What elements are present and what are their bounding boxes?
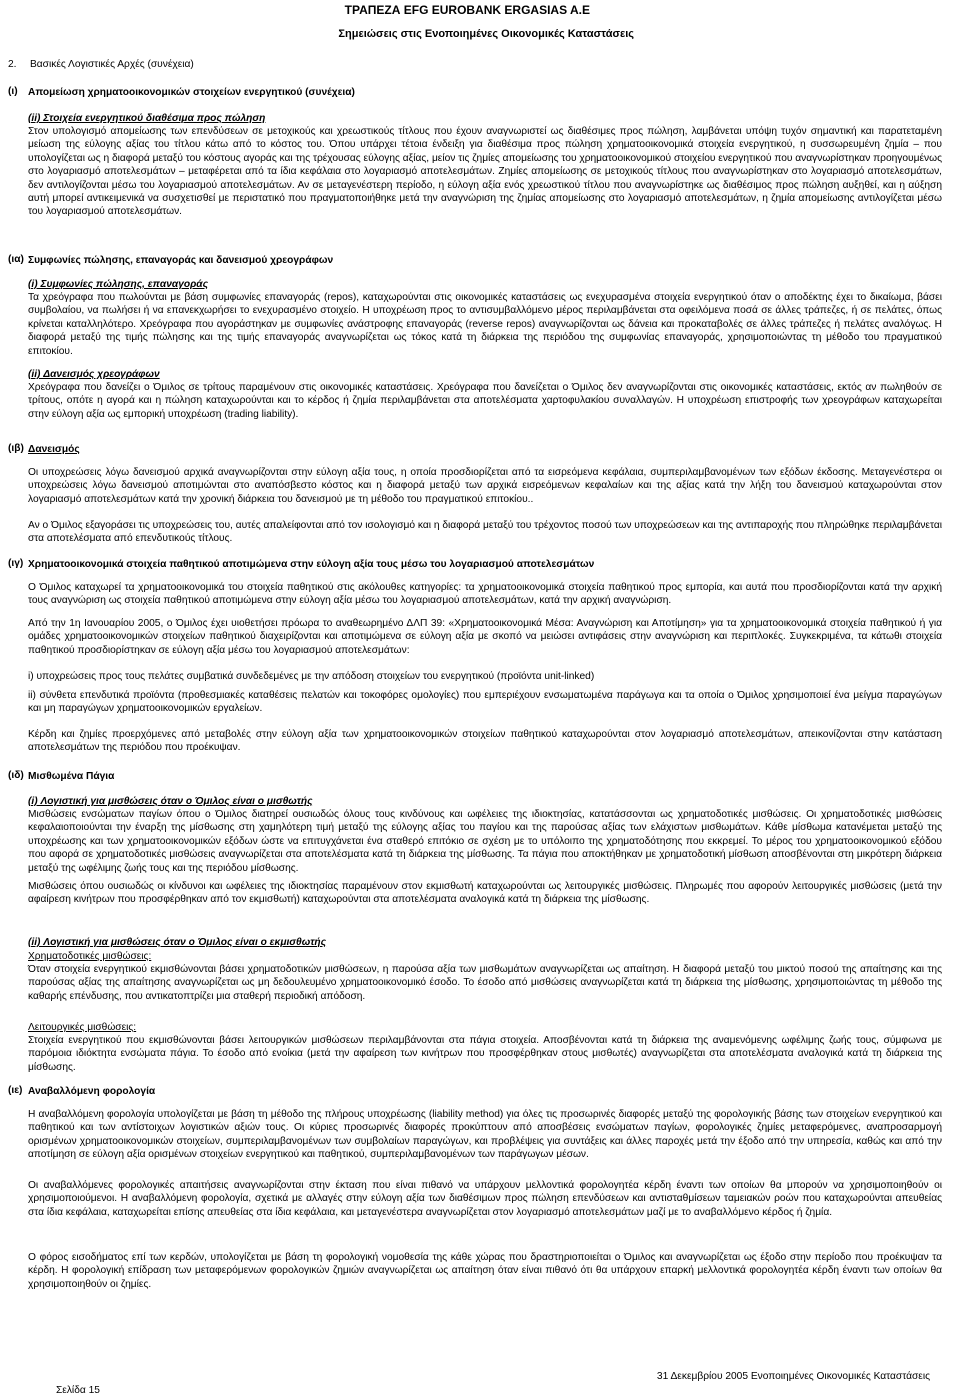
- list-item: ii) σύνθετα επενδυτικά προϊόντα (προθεσμιακές καταθέσεις πελατών και τοκοφόρες ομολογίες) που εμπεριέχουν ενσωματωμένα παράγωγα και τα οποία ο Όμιλος χρησιμοποιεί ένα μείγμα παραγώγων και μη παραγώγων χρηματοοικονομικών εργαλείων.: [28, 690, 942, 715]
- footer-title: 31 Δεκεμβρίου 2005 Ενοποιημένες Οικονομικές Καταστάσεις: [656, 1371, 930, 1382]
- section-title: Βασικές Λογιστικές Αρχές (συνέχεια): [30, 59, 194, 70]
- label: Λειτουργικές μισθώσεις:: [28, 1022, 137, 1033]
- heading: (ii) Λογιστική για μισθώσεις όταν ο Όμιλος είναι ο εκμισθωτής: [28, 937, 327, 948]
- subsection-number: (ιγ): [8, 558, 24, 569]
- paragraph: Η αναβαλλόμενη φορολογία υπολογίζεται με βάση τη μέθοδο της πλήρους υποχρέωσης (liability method) για όλες τις προσωρινές διαφορές μεταξύ της φορολογικής βάσης των στοιχείων ενεργητικού και παθητικού και των αντίστοιχων λογιστικών αξιών τους. Οι κύριες προσωρινές διαφορές προκύπτουν από αποσβέσεις ενσώματων παγίων, φορολογικές ζημίες μεταφερόμενες, αναπροσαρμογή ορισμένων χρηματοοικονομικών στοιχείων, συμπεριλαμβανομένων των συμβολαίων παραγώγων, και προβλέψεις για συντάξεις και άλλες παροχές μετά την έξοδο από την υπηρεσία, καθώς και από την αποτίμηση σε εύλογη αξία ορισμένων στοιχείων ενεργητικού και παθητικού, συμπεριλαμβανομένων των παράγωγων μέσων.: [28, 1109, 942, 1161]
- subsection-title: Αναβαλλόμενη φορολογία: [28, 1086, 156, 1097]
- subsection-number: (ια): [8, 254, 24, 265]
- subsection-title: Μισθωμένα Πάγια: [28, 771, 115, 782]
- paragraph: Από την 1η Ιανουαρίου 2005, ο Όμιλος έχει υιοθετήσει πρόωρα το αναθεωρημένο ΔΛΠ 39: «Χρηματοοικονομικά Μέσα: Αναγνώριση και Αποτίμηση» για τα χρηματοοικονομικά στοιχεία παθητικού ή για ομάδες χρηματοοικονομικών στοιχείων παθητικού διαχειρίζονται και αποτιμώμενα σε εύλογη αξία με σκοπό να μειώσει αντιφάσεις στην αναγνώριση και περιπλοκές. Συγκεκριμένα, τα κάτωθι στοιχεία παθητικού προσδιορίστηκαν σε εύλογη αξία μέσω του λογαριασμού αποτελεσμάτων:: [28, 618, 942, 656]
- paragraph: Όταν στοιχεία ενεργητικού εκμισθώνονται βάσει χρηματοδοτικών μισθώσεων, η παρούσα αξία των μισθωμάτων αναγνωρίζεται ως απαίτηση. Η διαφορά μεταξύ του μικτού ποσού της απαίτησης και της παρούσας αξίας της απαίτησης αναγνωρίζεται ως μη δεδουλευμένο χρηματοοικονομικό έσοδο. Το έσοδο από μισθώσεις αναγνωρίζεται κατά τη διάρκεια της μίσθωσης, χρησιμοποιώντας τη μέθοδο της καθαρής επένδυσης, που αντικατοπτρίζει μια σταθερή περιοδική απόδοση.: [28, 964, 942, 1002]
- paragraph: Μισθώσεις όπου ουσιωδώς οι κίνδυνοι και ωφέλειες της ιδιοκτησίας παραμένουν στον εκμισθωτή καταχωρούνται ως λειτουργικές μισθώσεις. Πληρωμές που αφορούν λειτουργικές μισθώσεις (μετά την αφαίρεση κινήτρων που προσφέρθηκαν από τον εκμισθωτή) καταχωρούνται στα αποτελέσματα αναλογικά κατά τη διάρκεια της μίσθωσης.: [28, 881, 942, 906]
- company-header: ΤΡΑΠΕΖΑ EFG EUROBANK ERGASIAS A.E: [344, 3, 590, 17]
- paragraph: Οι υποχρεώσεις λόγω δανεισμού αρχικά αναγνωρίζονται στην εύλογη αξία τους, η οποία προσδιορίζεται από τα εισρεόμενα κεφάλαια, συμπεριλαμβανομένων των εξόδων έκδοσης. Μεταγενέστερα οι υποχρεώσεις λόγω δανεισμού αποτιμώνται στο αναπόσβεστο κόστος και η διαφορά μεταξύ των αρχικά εισρεόμενων κεφαλαίων και της αξίας κατά την λήξη του δανεισμού καταχωρούνται στον λογαριασμό αποτελεσμάτων κατά την χρονική διάρκεια του δανεισμού με τη μέθοδο του πραγματικού επιτοκίου..: [28, 467, 942, 505]
- paragraph: Τα χρεόγραφα που πωλούνται με βάση συμφωνίες επαναγοράς (repos), καταχωρούνται στις οικονομικές καταστάσεις ως ενεχυρασμένα στοιχεία ενεργητικού όταν ο αποδέκτης έχει το δικαίωμα, βάσει συμβολαίου, να πωλήσει ή να επανεκχωρήσει το ενεχυρασμένο στοιχείο. Η υποχρέωση προς το αντισυμβαλλόμενο μέρος περιλαμβάνεται στα οφειλόμενα ποσά σε άλλες τράπεζες, ή σε πελάτες, όπως κρίνεται καταλληλότερο. Χρεόγραφα που αγοράστηκαν με συμφωνίες ανάστροφης επαναγοράς (reverse repos) αναγνωρίζονται ως δάνεια και προκαταβολές σε άλλες τράπεζες ή πελάτες αναλόγως. Η διαφορά μεταξύ της τιμής πώλησης και της τιμής επαναγοράς αναγνωρίζεται ως τόκος κατά τη διάρκεια της περιόδου της συμφωνίας επαναγοράς, χρησιμοποιώντας τη μέθοδο του πραγματικού επιτοκίου.: [28, 292, 942, 357]
- paragraph: Ο φόρος εισοδήματος επί των κερδών, υπολογίζεται με βάση τη φορολογική νομοθεσία της κάθε χώρας που δραστηριοποιείται ο Όμιλος και αναγνωρίζεται ως έξοδο στην περίοδο που προέκυψαν τα κέρδη. Η φορολογική επίδραση των μεταφερόμενων φορολογικών ζημιών αναγνωρίζεται ως απαίτηση όταν είναι πιθανό ότι θα υπάρχουν επαρκή μελλοντικά φορολογητέα κέρδη έναντι των οποίων θα χρησιμοποιηθούν οι ζημίες.: [28, 1252, 942, 1290]
- heading: (i) Συμφωνίες πώλησης, επαναγοράς: [28, 279, 208, 290]
- heading: (i) Λογιστική για μισθώσεις όταν ο Όμιλος είναι ο μισθωτής: [28, 796, 313, 807]
- subsection-number: (ι): [8, 86, 18, 97]
- paragraph: Κέρδη και ζημίες προερχόμενες από μεταβολές στην εύλογη αξία των χρηματοοικονομικών στοιχείων παθητικού καταχωρούνται στον λογαριασμό αποτελεσμάτων, απεικονίζονται στην κατάσταση αποτελεσμάτων της περιόδου που προέκυψαν.: [28, 729, 942, 754]
- subsection-title: Συμφωνίες πώλησης, επαναγοράς και δανεισμού χρεογράφων: [28, 255, 334, 266]
- subsection-title: Απομείωση χρηματοοικονομικών στοιχείων ενεργητικού (συνέχεια): [28, 87, 355, 98]
- document-subtitle: Σημειώσεις στις Ενοποιημένες Οικονομικές Καταστάσεις: [338, 28, 634, 40]
- list-item: i) υποχρεώσεις προς τους πελάτες συμβατικά συνδεδεμένες με την απόδοση στοιχείων του ενεργητικού (προϊόντα unit-linked): [28, 671, 595, 682]
- subsection-number: (ιδ): [8, 770, 24, 781]
- subsection-number: (ιβ): [8, 443, 24, 454]
- subsection-title: Χρηματοοικονομικά στοιχεία παθητικού αποτιμώμενα στην εύλογη αξία τους μέσω του λογαριασμού αποτελεσμάτων: [28, 559, 595, 570]
- heading: (ii) Δανεισμός χρεογράφων: [28, 369, 160, 380]
- label: Χρηματοδοτικές μισθώσεις:: [28, 951, 152, 962]
- page-number: Σελίδα 15: [56, 1385, 100, 1396]
- heading: (ii) Στοιχεία ενεργητικού διαθέσιμα προς πώληση: [28, 113, 266, 124]
- paragraph: Στον υπολογισμό απομείωσης των επενδύσεων σε μετοχικούς και χρεωστικούς τίτλους που έχουν αναγνωριστεί ως διαθέσιμες προς πώληση, λαμβάνεται υπόψη τυχόν σημαντική και παρατεταμένη μείωση της εύλογης αξίας του τίτλου κάτω από το κόστος του. Όπου υπάρχει τέτοια ένδειξη για διαθέσιμα προς πώληση χρηματοοικονομικά στοιχεία ενεργητικού, η συσσωρευμένη ζημία – που υπολογίζεται ως η διαφορά μεταξύ του κόστους αγοράς και της τρέχουσας εύλογης αξίας, μείον τις ζημίες απομείωσης του χρηματοοικονομικού στοιχείου ενεργητικού που αναγνωρίστηκαν προηγουμένως στο λογαριασμό αποτελεσμάτων – μεταφέρεται από τα ίδια κεφάλαια στο λογαριασμό αποτελεσμάτων. Ζημίες απομείωσης σε μετοχικούς τίτλους που αναγνωρίστηκαν στο λογαριασμό αποτελεσμάτων, δεν αντιλογίζονται μέσω του λογαριασμού αποτελεσμάτων. Αν σε μεταγενέστερη περίοδο, η εύλογη αξία ενός χρεωστικού τίτλου που αναγνωρίστηκε ως διαθέσιμος προς πώληση αυξηθεί, και η αύξηση αυτή μπορεί αντικειμενικά να συσχετισθεί με περιστατικό που πραγματοποιήθηκε μετά την αναγνώριση της ζημίας απομείωσης στο λογαριασμό αποτελεσμάτων, η ζημία απομείωσης αντιλογίζεται μέσω του λογαριασμού αποτελεσμάτων.: [28, 126, 942, 218]
- paragraph: Στοιχεία ενεργητικού που εκμισθώνονται βάσει λειτουργικών μισθώσεων περιλαμβάνονται στα πάγια στοιχεία. Αποσβένονται κατά τη διάρκεια της αναμενόμενης ωφέλιμης ζωής τους, σύμφωνα με παρόμοια ιδιόκτητα ενσώματα πάγια. Το έσοδο από ενοίκια (μετά την αφαίρεση των κινήτρων που προσφέρθηκαν στους μισθωτές) αναγνωρίζεται στα αποτελέσματα αναλογικά κατά τη διάρκεια της μίσθωσης.: [28, 1035, 942, 1073]
- paragraph: Χρεόγραφα που δανείζει ο Όμιλος σε τρίτους παραμένουν στις οικονομικές καταστάσεις. Χρεόγραφα που δανείζεται ο Όμιλος δεν αναγνωρίζονται στις οικονομικές καταστάσεις, εκτός αν πωληθούν σε τρίτους, οπότε η αγορά και η πώληση καταχωρούνται και το κέρδος ή ζημία περιλαμβάνεται στα αποτελέσματα χαρτοφυλακίου συναλλαγών. Η υποχρέωση επιστροφής των χρεογράφων καταχωρείται στην εύλογη αξία ως εμπορική υποχρέωση (trading liability).: [28, 382, 942, 420]
- paragraph: Μισθώσεις ενσώματων παγίων όπου ο Όμιλος διατηρεί ουσιωδώς όλους τους κινδύνους και ωφέλειες της ιδιοκτησίας, κατατάσσονται ως χρηματοδοτικές μισθώσεις. Οι χρηματοδοτικές μισθώσεις κεφαλαιοποιούνται την έναρξη της μίσθωσης στη χαμηλότερη τιμή μεταξύ της εύλογης αξίας του παγίου και της παρούσας αξίας των ελάχιστων μισθωμάτων. Κάθε μίσθωμα κατανέμεται μεταξύ της υποχρέωσης και των χρηματοοικονομικών εξόδων ώστε να επιτυγχάνεται ένα σταθερό επιτόκιο σε σχέση με το υπόλοιπο της χρηματοδότησης που εκκρεμεί. Το μέρος του χρηματοοικονομικού εξόδου που αφορά σε χρηματοδοτικές μισθώσεις αναγνωρίζεται στα αποτελέσματα κατά τη διάρκεια της μίσθωσης. Τα πάγια που αποκτήθηκαν με χρηματοδοτική μίσθωση αποσβένονται στη μικρότερη διάρκεια μεταξύ της ωφέλιμης ζωής τους και της περιόδου μίσθωσης.: [28, 809, 942, 874]
- subsection-title: Δανεισμός: [28, 444, 80, 455]
- paragraph: Ο Όμιλος καταχωρεί τα χρηματοοικονομικά του στοιχεία παθητικού στις ακόλουθες κατηγορίες: τα χρηματοοικονομικά στοιχεία παθητικού προς εμπορία, και αυτά που προσδιορίζονται κατά την αρχική τους αναγνώριση ως στοιχεία παθητικού αποτιμώμενα στην εύλογη αξία μέσω του λογαριασμού αποτελεσμάτων, κατά την αρχική αναγνώριση.: [28, 582, 942, 607]
- subsection-number: (ιε): [8, 1085, 23, 1096]
- paragraph: Οι αναβαλλόμενες φορολογικές απαιτήσεις αναγνωρίζονται στην έκταση που είναι πιθανό να υπάρχουν μελλοντικά φορολογητέα κέρδη έναντι των οποίων θα μπορούν να χρησιμοποιηθούν οι χρησιμοποιούμενοι. Η αναβαλλόμενη φορολογία, σχετικά με αλλαγές στην εύλογη αξία των διαθέσιμων προς πώληση επενδύσεων και αντισταθμίσεων ταμειακών ροών που καταχωρούνται απευθείας στα ίδια κεφάλαια, καταχωρείται επίσης απευθείας στα ίδια κεφάλαια, και μεταγενέστερα αναγνωρίζεται στον λογαριασμό αποτελεσμάτων μαζί με το αναβαλλόμενο κέρδος ή ζημία.: [28, 1180, 942, 1218]
- paragraph: Αν ο Όμιλος εξαγοράσει τις υποχρεώσεις του, αυτές απαλείφονται από τον ισολογισμό και η διαφορά μεταξύ του τρέχοντος ποσού των υποχρεώσεων και της αντιπαροχής που πληρώθηκε περιλαμβάνεται στα αποτελέσματα από επενδυτικούς τίτλους.: [28, 520, 942, 545]
- section-number: 2.: [8, 59, 17, 70]
